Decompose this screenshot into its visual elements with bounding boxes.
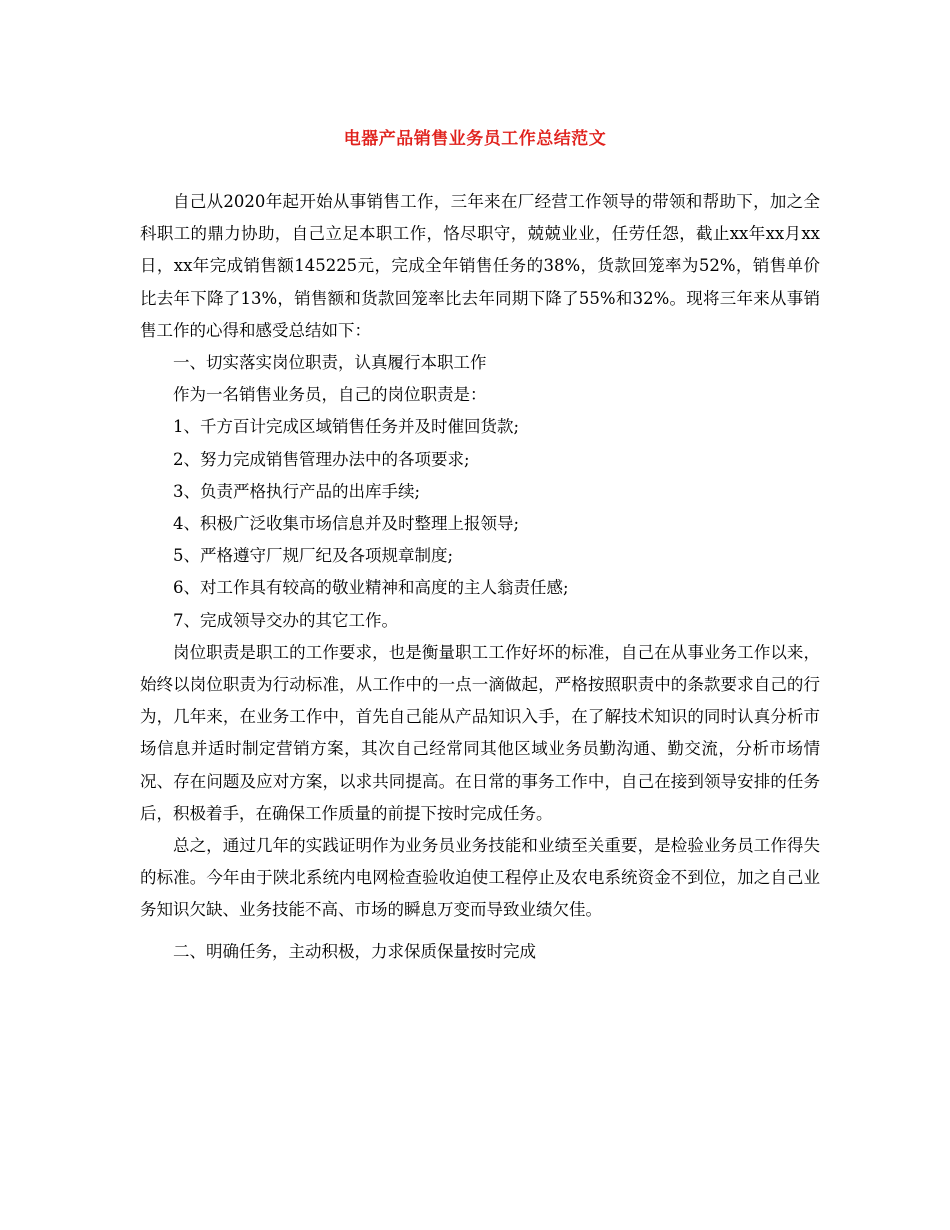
duty-item-2: 2、努力完成销售管理办法中的各项要求; [173,449,470,469]
duty-item-1: 1、千方百计完成区域销售任务并及时催回货款; [173,417,520,437]
section-heading-2: 二、明确任务，主动积极，力求保质保量按时完成 [173,941,536,961]
duty-item-5: 5、严格遵守厂规厂纪及各项规章制度; [173,546,454,566]
duty-item-3: 3、负责严格执行产品的出库手续; [173,481,421,501]
intro-paragraph: 自己从2020年起开始从事销售工作，三年来在厂经营工作领导的带领和帮助下，加之全科职工的鼎力协助，自己立足本职工作，恪尽职守，兢兢业业，任劳任怨，截止xx年xx月xx日，xx年完成销售额145225元，完成全年销售任务的38%，货款回笼率为52%，销售单价比去年下降了13%，销售额和货款回笼率比去年同期下降了55%和32%。现将三年来从事销售工作的心得和感受总结如下： [140,192,820,340]
duty-item-4: 4、积极广泛收集市场信息并及时整理上报领导; [173,514,520,534]
document-body [140,186,820,968]
duty-item-6: 6、对工作具有较高的敬业精神和高度的主人翁责任感; [173,578,569,598]
summary-paragraph: 总之，通过几年的实践证明作为业务员业务技能和业绩至关重要，是检验业务员工作得失的标准。今年由于陕北系统内电网检查验收迫使工程停止及农电系统资金不到位，加之自己业务知识欠缺、业务技能不高、市场的瞬息万变而导致业绩欠佳。 [140,836,820,920]
section-heading-1: 一、切实落实岗位职责，认真履行本职工作 [173,353,487,373]
duties-discussion-paragraph: 岗位职责是职工的工作要求，也是衡量职工工作好坏的标准，自己在从事业务工作以来，始终以岗位职责为行动标准，从工作中的一点一滴做起，严格按照职责中的条款要求自己的行为，几年来，在业务工作中，首先自己能从产品知识入手，在了解技术知识的同时认真分析市场信息并适时制定营销方案，其次自己经常同其他区域业务员勤沟通、勤交流，分析市场情况、存在问题及应对方案，以求共同提高。在日常的事务工作中，自己在接到领导安排的任务后，积极着手，在确保工作质量的前提下按时完成任务。 [140,642,820,823]
duty-item-7: 7、完成领导交办的其它工作。 [173,610,398,630]
duties-intro: 作为一名销售业务员，自己的岗位职责是： [173,385,487,405]
document-title: 电器产品销售业务员工作总结范文 [343,129,607,149]
